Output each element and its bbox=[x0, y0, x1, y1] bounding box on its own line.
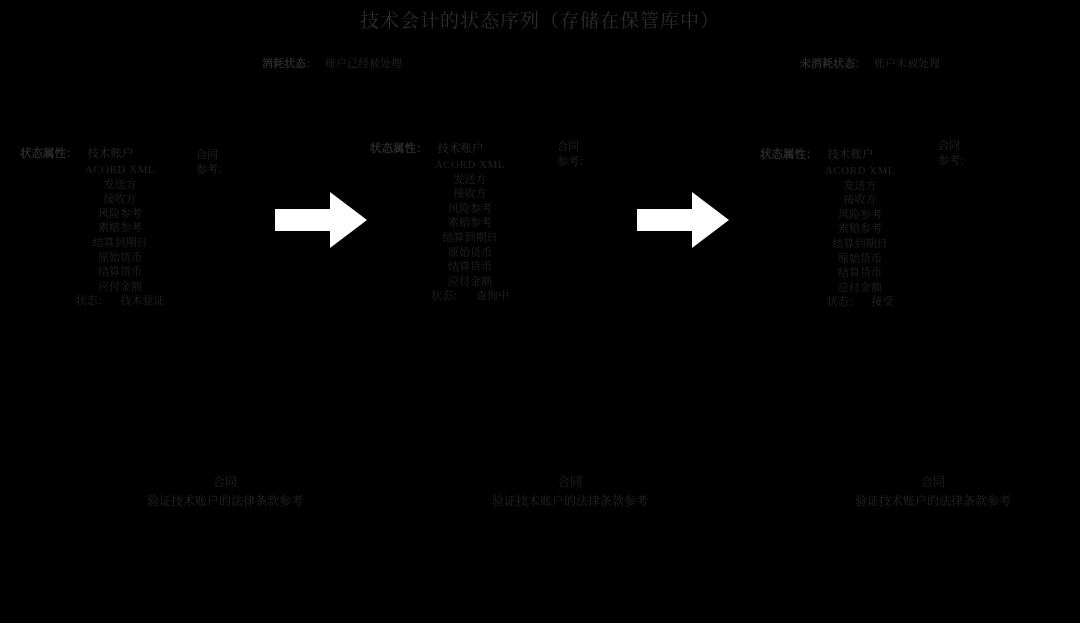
state-node-1-field-3: 风险参考 bbox=[98, 207, 142, 220]
state-node-1-status-value: 技术验证 bbox=[120, 295, 165, 308]
state-node-3-attr-value: 技术账户 bbox=[827, 149, 874, 161]
state-node-2-attr-label: 状态属性： bbox=[370, 143, 428, 155]
state-node-2-field-8: 应付金额 bbox=[448, 275, 492, 288]
state-node-2-footnote bbox=[470, 473, 670, 511]
state-node-2-field-3: 风险参考 bbox=[448, 202, 492, 215]
legend-unconsumed-label: 未消耗状态： bbox=[800, 58, 866, 70]
state-node-1-attr-label: 状态属性： bbox=[20, 148, 78, 160]
legend-consumed-label: 消耗状态： bbox=[262, 58, 317, 70]
state-node-3-field-8: 应付金额 bbox=[838, 281, 882, 294]
state-node-3-field-0: ACORD XML bbox=[824, 165, 896, 177]
state-node-3-field-list bbox=[760, 164, 960, 310]
state-node-1-contract-ref-line1: 合同 bbox=[196, 149, 218, 161]
state-node-2-field-4: 索赔参考 bbox=[448, 217, 492, 230]
state-node-2-field-6: 原始货币 bbox=[448, 246, 492, 259]
state-node-3-field-3: 风险参考 bbox=[838, 208, 882, 221]
state-node-3-field-7: 结算货币 bbox=[838, 267, 882, 280]
state-node-3-status-label: 状态： bbox=[826, 296, 860, 309]
state-node-1-field-7: 结算货币 bbox=[98, 266, 142, 279]
state-node-1-footnote-line2: 验证技术账户的法律条款参考 bbox=[146, 494, 303, 508]
state-node-1-footnote bbox=[125, 473, 325, 511]
state-node-3-status-value: 接受 bbox=[871, 296, 894, 309]
legend-unconsumed-value: 账户未被处理 bbox=[874, 58, 940, 70]
state-node-1-field-4: 索赔参考 bbox=[98, 222, 142, 235]
state-node-3-footnote-line2: 验证技术账户的法律条款参考 bbox=[854, 494, 1011, 508]
arrow-step-1-to-2 bbox=[275, 192, 367, 248]
state-node-1-field-1: 发送方 bbox=[103, 178, 137, 191]
page-title: 技术会计的状态序列（存储在保管库中） bbox=[359, 11, 720, 32]
state-node-1-field-list bbox=[20, 163, 220, 309]
state-node-2-attributes-header bbox=[370, 140, 670, 156]
state-node-2-status-value: 查询中 bbox=[476, 290, 509, 303]
state-node-3-attributes-header bbox=[760, 146, 1060, 162]
state-node-3 bbox=[760, 146, 1060, 310]
state-node-1-attr-value: 技术账户 bbox=[87, 148, 134, 160]
state-node-2-field-1: 发送方 bbox=[453, 173, 487, 186]
state-node-3-footnote bbox=[833, 473, 1033, 511]
state-node-3-attr-label: 状态属性： bbox=[760, 149, 818, 161]
arrow-step-2-to-3 bbox=[637, 192, 729, 248]
state-node-2-contract-ref-line2: 参考： bbox=[557, 156, 590, 168]
state-node-1-footnote-line1: 合同 bbox=[212, 475, 237, 489]
state-node-2-footnote-line1: 合同 bbox=[557, 475, 582, 489]
state-node-2-contract-ref bbox=[557, 140, 590, 170]
state-node-3-footnote-line1: 合同 bbox=[920, 475, 945, 489]
state-node-1-contract-ref-line2: 参考： bbox=[196, 164, 229, 176]
state-node-3-field-6: 原始货币 bbox=[838, 252, 882, 265]
state-node-3-status bbox=[760, 295, 960, 310]
state-node-3-field-1: 发送方 bbox=[843, 179, 877, 192]
state-node-3-contract-ref-line1: 合同 bbox=[938, 140, 960, 152]
state-node-3-field-4: 索赔参考 bbox=[838, 223, 882, 236]
state-node-2 bbox=[370, 140, 670, 304]
state-node-1-field-5: 结算到期日 bbox=[92, 236, 148, 249]
state-node-2-field-2: 接收方 bbox=[453, 188, 487, 201]
legend-consumed-value: 账户已经被处理 bbox=[325, 58, 402, 70]
state-node-2-status-label: 状态： bbox=[431, 290, 464, 303]
state-node-3-field-2: 接收方 bbox=[843, 194, 877, 207]
state-node-3-contract-ref bbox=[938, 139, 971, 169]
state-node-2-field-5: 结算到期日 bbox=[442, 231, 498, 244]
state-node-1-field-2: 接收方 bbox=[103, 193, 137, 206]
legend-unconsumed bbox=[800, 55, 940, 71]
state-node-2-footnote-line2: 验证技术账户的法律条款参考 bbox=[491, 494, 648, 508]
state-node-1-status bbox=[20, 294, 220, 309]
state-node-1-attributes-header bbox=[20, 145, 320, 161]
state-node-1-field-6: 原始货币 bbox=[98, 251, 142, 264]
state-node-1-field-0: ACORD XML bbox=[84, 164, 156, 176]
state-node-3-field-5: 结算到期日 bbox=[832, 237, 888, 250]
state-node-1-field-8: 应付金额 bbox=[98, 280, 142, 293]
state-node-1-contract-ref bbox=[196, 148, 229, 178]
state-node-2-status bbox=[370, 289, 570, 304]
state-node-3-contract-ref-line2: 参考： bbox=[938, 155, 971, 167]
state-node-2-field-7: 结算货币 bbox=[448, 261, 492, 274]
state-node-2-field-list bbox=[370, 158, 570, 304]
state-node-1-status-label: 状态： bbox=[75, 295, 109, 308]
state-node-2-attr-value: 技术账户 bbox=[437, 143, 484, 155]
state-node-2-contract-ref-line1: 合同 bbox=[557, 141, 579, 153]
legend-consumed bbox=[262, 55, 402, 71]
state-node-2-field-0: ACORD XML bbox=[434, 159, 506, 171]
